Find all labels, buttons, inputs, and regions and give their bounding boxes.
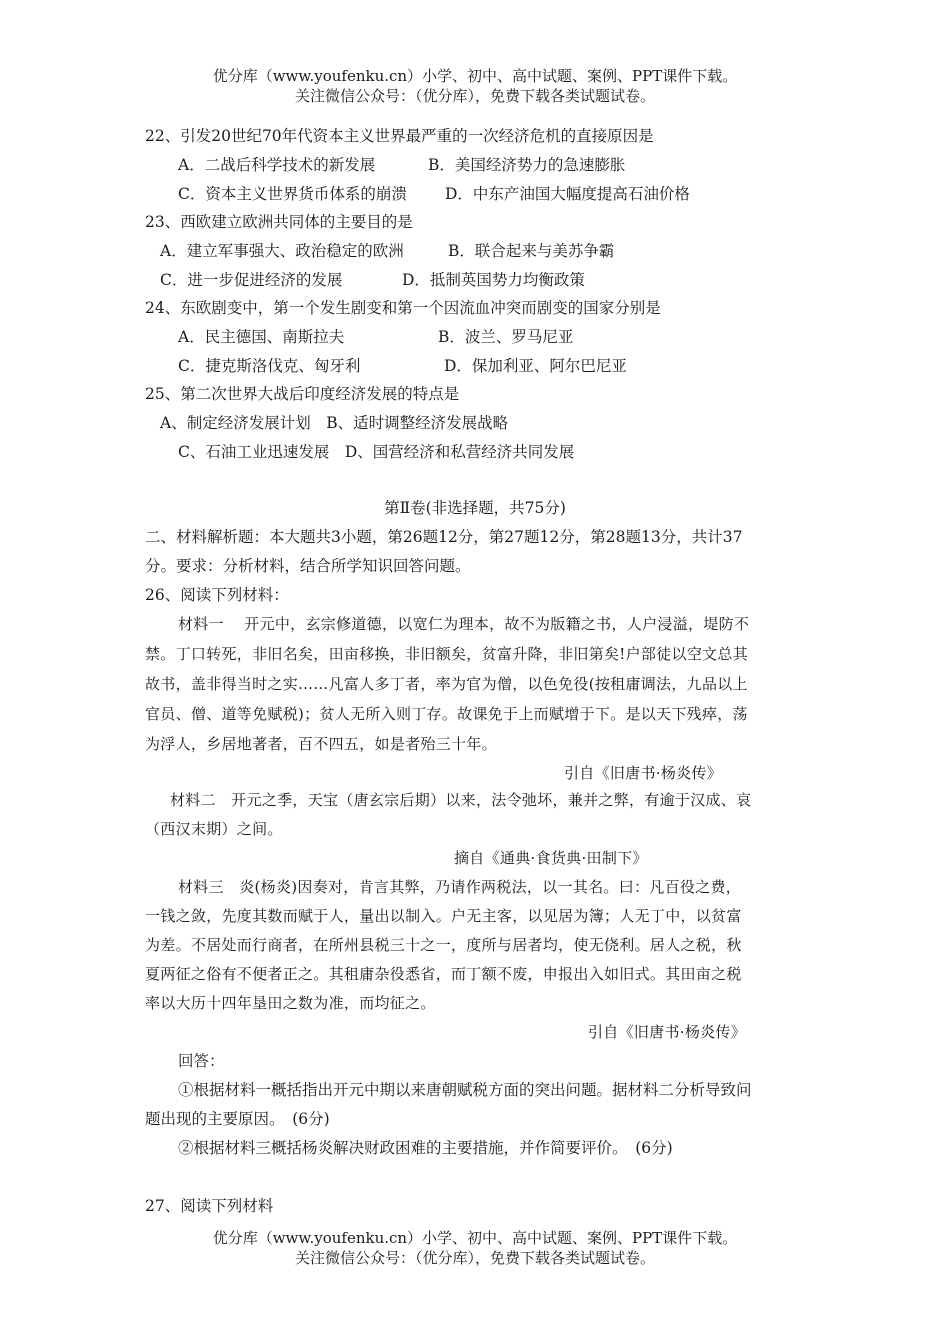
q22-stem: 22、引发20世纪70年代资本主义世界最严重的一次经济危机的直接原因是: [145, 127, 654, 145]
part2-intro-line-1: 二、材料解析题：本大题共3小题，第26题12分，第27题12分，第28题13分，共计37: [145, 528, 743, 546]
q24-option-a: A．民主德国、南斯拉夫: [178, 328, 345, 346]
q26-sub1-line-2: 题出现的主要原因。 (6分): [145, 1110, 330, 1128]
q23-option-a: A．建立军事强大、政治稳定的欧洲: [160, 242, 404, 260]
material-2-line: 材料二 开元之季，天宝（唐玄宗后期）以来，法令弛坏，兼并之弊，有逾于汉成、哀: [170, 791, 752, 809]
q25-stem: 25、第二次世界大战后印度经济发展的特点是: [145, 385, 460, 403]
footer-line-1: 优分库（www.youfenku.cn）小学、初中、高中试题、案例、PPT课件下载。: [212, 1229, 738, 1247]
material-1-line: 材料一 开元中，玄宗修道德，以宽仁为理本，故不为版籍之书，人户浸溢，堤防不: [178, 615, 750, 633]
q26-sub1-line-1: ①根据材料一概括指出开元中期以来唐朝赋税方面的突出问题。据材料二分析导致问: [178, 1081, 752, 1099]
material-1-source: 引自《旧唐书·杨炎传》: [564, 764, 723, 782]
q22-option-a: A．二战后科学技术的新发展: [178, 156, 376, 174]
q23-stem: 23、西欧建立欧洲共同体的主要目的是: [145, 213, 413, 231]
material-3-source: 引自《旧唐书·杨炎传》: [588, 1023, 747, 1041]
q24-option-c: C．捷克斯洛伐克、匈牙利: [178, 357, 361, 375]
q26-stem: 26、阅读下列材料：: [145, 586, 289, 604]
q26-sub2: ②根据材料三概括杨炎解决财政困难的主要措施，并作简要评价。 (6分): [178, 1139, 673, 1157]
q22-option-c: C．资本主义世界货币体系的崩溃: [178, 185, 407, 203]
material-1-line: 为浮人，乡居地著者，百不四五，如是者殆三十年。: [145, 735, 497, 753]
material-2-source: 摘自《通典·食货典·田制下》: [454, 849, 648, 867]
part2-title: 第Ⅱ卷(非选择题，共75分): [384, 499, 566, 517]
q25-options-ab: A、制定经济发展计划 B、适时调整经济发展战略: [160, 414, 509, 432]
header-line-1: 优分库（www.youfenku.cn）小学、初中、高中试题、案例、PPT课件下载。: [212, 67, 738, 85]
material-1-line: 故书，盖非得当时之实……凡富人多丁者，率为官为僧，以色免役(按租庸调法，九品以上: [145, 675, 748, 693]
q25-options-cd: C、石油工业迅速发展 D、国营经济和私营经济共同发展: [178, 443, 575, 461]
q27-stem: 27、阅读下列材料: [145, 1197, 274, 1215]
q23-option-c: C．进一步促进经济的发展: [160, 271, 343, 289]
q23-option-b: B．联合起来与美苏争霸: [448, 242, 615, 260]
q22-option-b: B．美国经济势力的急速膨胀: [428, 156, 626, 174]
material-1-line: 官员、僧、道等免赋税)；贫人无所入则丁存。故课免于上而赋增于下。是以天下残瘁，荡: [145, 705, 748, 723]
header-line-2: 关注微信公众号：（优分库），免费下载各类试题试卷。: [294, 87, 655, 105]
material-3-line: 为差。不居处而行商者，在所州县税三十之一，度所与居者均，使无侥利。居人之税，秋: [145, 936, 742, 954]
q24-stem: 24、东欧剧变中，第一个发生剧变和第一个因流血冲突而剧变的国家分别是: [145, 299, 661, 317]
part2-intro-line-2: 分。要求：分析材料，结合所学知识回答问题。: [145, 557, 471, 575]
material-3-line: 一钱之敛，先度其数而赋于人，量出以制入。户无主客，以见居为簿；人无丁中，以贫富: [145, 907, 742, 925]
q24-option-b: B．波兰、罗马尼亚: [438, 328, 574, 346]
material-1-line: 禁。丁口转死，非旧名矣，田亩移换，非旧额矣，贫富升降，非旧第矣!户部徒以空文总其: [145, 645, 749, 663]
footer-line-2: 关注微信公众号：（优分库），免费下载各类试题试卷。: [294, 1249, 655, 1267]
q22-option-d: D．中东产油国大幅度提高石油价格: [445, 185, 690, 203]
material-3-line: 材料三 炎(杨炎)因奏对，肯言其弊，乃请作两税法，以一其名。曰：凡百役之费，: [178, 878, 742, 896]
q24-option-d: D．保加利亚、阿尔巴尼亚: [444, 357, 627, 375]
material-3-line: 夏两征之俗有不便者正之。其租庸杂役悉省，而丁额不废，申报出入如旧式。其田亩之税: [145, 965, 742, 983]
answer-label: 回答：: [178, 1052, 225, 1070]
material-2-line: （西汉末期）之间。: [145, 820, 283, 838]
q23-option-d: D．抵制英国势力均衡政策: [402, 271, 585, 289]
material-3-line: 率以大历十四年垦田之数为准，而均征之。: [145, 994, 436, 1012]
